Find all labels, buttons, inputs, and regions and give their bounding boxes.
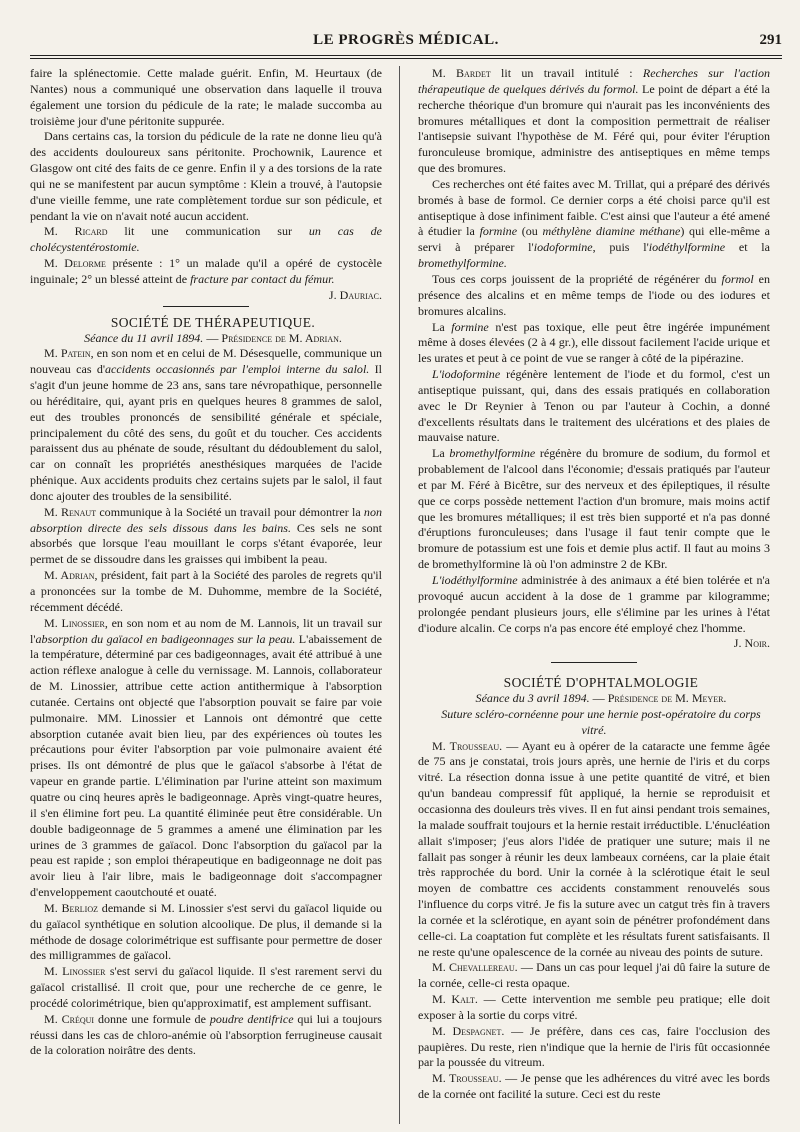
- paragraph: [30, 568, 382, 616]
- paragraph: [30, 616, 382, 901]
- speaker-name: M. Renaut: [44, 504, 97, 519]
- paragraph-text: lit une communication sur: [107, 224, 309, 239]
- speaker-name: M. Linossier: [44, 615, 105, 630]
- paragraph: [418, 739, 770, 961]
- paragraph-text: Ces recherches ont été faites avec M. Trillat, qui a préparé des dérivés bromés à base de formol. Ce dernier corps a été choisi parce qu'il est antiseptique à dose infiniment faible. C'est ainsi que l'auteur a été amené à étudier la: [418, 176, 770, 239]
- paragraph-text: , en son nom et en celui de M. Désesquelle, communique un nouveau cas d': [30, 346, 382, 377]
- paragraph-text: lit un travail intitulé :: [490, 66, 643, 80]
- compound-name: bromethylformine: [449, 446, 536, 461]
- paragraph-text: — Je préfère, dans ces cas, faire l'occlusion des paupières. Du reste, rien n'indique que la hernie de l'iris fût occasionnée par la poussée du vitreum.: [418, 1023, 771, 1070]
- paragraph-text: présente : 1° un malade qu'il a opéré de cystocèle inguinale; 2° un blessé atteint de: [30, 256, 382, 286]
- paragraph: [418, 992, 770, 1024]
- communication-title: non absorption directe des sels dissous dans les bains.: [30, 504, 382, 535]
- communication-title: Recherches sur l'action thérapeutique de quelques dérivés du formol.: [418, 66, 771, 96]
- column-divider: [399, 66, 400, 1124]
- speaker-name: M. Trousseau.: [432, 1071, 502, 1086]
- speaker-name: M. Berlioz: [44, 900, 98, 915]
- section-divider: [163, 306, 249, 307]
- seance-date: Séance du 3 avril 1894.: [475, 691, 590, 706]
- paragraph: [418, 320, 770, 368]
- paragraph-text: , président, fait part à la Société des paroles de regrets qu'il a prononcées sur la tombe de M. Duhomme, membre de la Société, récemment décédé.: [30, 568, 382, 614]
- paragraph: [30, 224, 382, 256]
- seance-line: [418, 691, 770, 707]
- communication-title: fracture par contact du fémur.: [190, 271, 335, 286]
- paragraph: [30, 346, 382, 504]
- speaker-name: M. Créqui: [44, 1011, 95, 1026]
- paragraph-text: régénère lentement de l'iode et du formol, c'est un antiseptique puissant, qui, dans des essais pratiqués en collaboration avec le Dr Reynier à Tenon ou par l'auteur à Cochin, a donné d'excellents résultats dans le traitement des ulcérations et des plaies de mauvaise nature.: [418, 367, 770, 445]
- paragraph-text: — Cette intervention me semble peu pratique; elle doit exposer à la sortie du corps vitré.: [418, 992, 771, 1022]
- paragraph-text: donne une formule de: [94, 1011, 210, 1026]
- seance-date: Séance du 11 avril 1894.: [84, 330, 204, 345]
- compound-name: bromethylformine.: [418, 256, 507, 271]
- communication-title: absorption du gaïacol en badigeonnages sur la peau.: [35, 631, 296, 646]
- subsection-heading: Suture scléro-cornéenne pour une hernie post-opératoire du corps vitré.: [441, 706, 761, 737]
- speaker-name: M. Ricard: [44, 224, 108, 239]
- paragraph: [30, 256, 382, 302]
- paragraph-text: demande si M. Linossier s'est servi du gaïacol liquide ou du gaïacol synthétique en solution alcoolique. De plus, il demande si la méthode de dosage colorimétrique est suffisante pour permettre de doser des milligrammes de gaïacol.: [30, 900, 382, 963]
- speaker-name: M. Chevallereau.: [432, 960, 518, 975]
- paragraph: [418, 573, 770, 651]
- header-rule: [30, 55, 782, 56]
- paragraph-text: administrée à des animaux a été bien tolérée et n'a provoqué aucun accident à la dose de 1 gramme par kilogramme; prolongée pendant plusieurs jours, elle s'élimine par les urines à l'état d'iodure alcalin. Ce corps n'a pas encore été employé chez l'homme.: [418, 573, 770, 635]
- paragraph-text: ) qui elle-même a servi à préparer l': [418, 224, 771, 255]
- paragraph: faire la splénectomie. Cette malade guérit. Enfin, M. Heurtaux (de Nantes) nous a communiqué une observation dans laquelle il trouva également une torsion du pédicule de la rate; le malade succomba au troisième jour d'une péritonite suppurée.: [30, 66, 382, 128]
- paragraph-text: en présence des alcalins et en même temps de l'iode ou des iodures et bromures alcalins.: [418, 271, 770, 318]
- speaker-name: M. Patein: [44, 346, 91, 361]
- speaker-name: M. Despagnet.: [432, 1023, 505, 1038]
- left-column: [30, 66, 382, 1059]
- paragraph-text: (ou: [517, 224, 543, 239]
- presidence: — Présidence de M. Adrian.: [203, 330, 342, 345]
- compound-name: iodoformine: [533, 240, 593, 255]
- paragraph-text: Tous ces corps jouissent de la propriété de régénérer du: [432, 271, 722, 286]
- communication-title: poudre dentifrice: [209, 1011, 294, 1026]
- paragraph-text: n'est pas toxique, elle peut être ingérée impunément même à doses élevées (2 à 4 gr.), elle dissout facilement l'acide urique et les urates et peut à ce point de vue se ranger à côté de la pipérazine.: [418, 319, 770, 366]
- paragraph-text: — Je pense que les adhérences du vitré avec les bords de la cornée ont facilité la suture. Ceci est du reste: [418, 1071, 770, 1102]
- paragraph: [418, 367, 770, 446]
- paragraph-text: La: [432, 319, 452, 334]
- paragraph-text: Ces sels ne sont absorbés que lorsque l'eau mouillant le corps s'étant évaporée, leur permet de se dissoudre dans les graisses qui imbibent la peau.: [30, 520, 382, 567]
- header-rule-secondary: [30, 58, 782, 59]
- paragraph-text: L'abaissement de la température, déterminé par ces badigeonnages, avait été attribué à une action réflexe analogue à celle du vernissage. M. Lannois, collaborateur de M. Linossier, attribue cette action antithermique à l'absorption cutanée. Certains ont objecté que l'absorption pouvait se faire par voie pulmonaire. MM. Linossier et Lannois ont démontré que cette absorption cutanée avait bien lieu, par des expériences où toutes les précautions pour éviter l'absorption par voie pulmonaire avaient été prises. Ils ont démontré de plus que le gaïacol s'absorbe à l'état de vapeur en grande partie. L'élimination par l'urine atteint son maximum quatre ou cinq heures après le badigeonnage. Après vingt-quatre heures, il s'en élimine fort peu. La quantité éliminée peut être considérable. Un double badigeonnage de 5 grammes a amené une élimination par les urines de 3 grammes de gaïacol. Donc l'absorption du gaïacol par la peau est rapide ; son emploi thérapeutique en badigeonnage ne doit pas avoir lieu à l'air libre, mais le badigeonnage doit s'accompagner d'enveloppement caoutchouté et ouaté.: [30, 631, 382, 900]
- paragraph-text: — Ayant eu à opérer de la cataracte une femme âgée de 75 ans je constatai, trois jours après, une hernie de l'iris et du corps vitré. La résection donna issue à une petite quantité de vitré, et bien qu'un bandeau compressif fût appliqué, la hernie se reproduisit et occasionna des douleurs très vives. Il en fut ainsi pendant trois semaines, la malade souffrait toujours et la hernie restait irréductible. L'énucléation allait s'imposer; j'eus alors l'idée de pratiquer une suture; mais il ne fallait pas songer à réunir les deux lambeaux cornéens, car la plaie était très rapprochée du bord. Unir la cornée à la sclérotique était le seul moyen de combattre ces accidents constamment renouvelés sous l'influence du corps vitré. Je fis la suture avec un catgut très fin à travers la cornée et la sclérotique, en ayant soin de pénétrer profondément dans celle-ci. La coaptation fut complète et les résultats furent satisfaisants. Il ne reste qu'une opalescence de la cornée au niveau des points de suture.: [418, 738, 770, 959]
- page-number: 291: [759, 32, 782, 48]
- paragraph: [418, 272, 770, 320]
- running-header: [30, 30, 782, 52]
- paragraph: [30, 1012, 382, 1060]
- speaker-name: M. Adrian: [44, 568, 95, 583]
- paragraph: [418, 66, 770, 177]
- compound-name: méthylène diamine méthane: [542, 224, 681, 239]
- paragraph: [418, 1024, 770, 1072]
- paragraph: [30, 505, 382, 568]
- paragraph: [30, 964, 382, 1012]
- paragraph-text: et la: [725, 240, 770, 255]
- section-divider: [551, 662, 637, 663]
- paragraph-text: — Dans un cas pour lequel j'ai dû faire la suture de la cornée, celle-ci resta opaque.: [418, 960, 770, 991]
- compound-name: formine: [479, 224, 518, 239]
- speaker-name: M. Linossier: [44, 964, 106, 979]
- section-title: SOCIÉTÉ DE THÉRAPEUTIQUE.: [110, 314, 316, 330]
- compound-name: L'iodoformine: [432, 367, 501, 382]
- presidence: — Présidence de M. Meyer.: [589, 691, 727, 706]
- paragraph: [418, 1071, 770, 1103]
- speaker-name: M. Kalt.: [432, 992, 478, 1007]
- journal-title: LE PROGRÈS MÉDICAL.: [313, 32, 499, 48]
- compound-name: formine: [451, 319, 489, 334]
- paragraph: [418, 446, 770, 573]
- speaker-name: M. Trousseau.: [432, 738, 503, 753]
- signature: J. Dauriac.: [328, 287, 382, 302]
- paragraph-text: Le point de départ a été la recherche théorique d'un bromure qui n'aurait pas les inconvénients des bromures métalliques et dont la composition permettrait de réaliser l'antisepsie suivant l'hypothèse de M. Féré qui, pour éviter l'éruption furonculeuse bromique, administre des antiseptiques en même temps que des bromures.: [418, 81, 771, 176]
- paragraph-text: s'est servi du gaïacol liquide. Il s'est rarement servi du gaïacol cristallisé. Il croit que, pour une recherche de ce genre, le procédé colorimétrique, bien qu'approximatif, est amplement suffisant.: [30, 964, 382, 1010]
- right-column: [418, 66, 770, 1103]
- paragraph-text: qui lui a toujours réussi dans les cas de chloro-anémie où l'absorption ferrugineuse causait de la coloration noirâtre des dents.: [30, 1011, 383, 1058]
- compound-name: iodéthylformine: [648, 240, 726, 255]
- paragraph: [30, 901, 382, 964]
- communication-title: un cas de cholécystentérostomie.: [30, 224, 382, 255]
- paragraph-text: régénère du bromure de sodium, du formol et probablement de l'alcool dans l'économie; d'essais pratiqués par l'auteur et par M. Féré à Bicêtre, sur des nerveux et des épileptiques, il résulte que ce corps possède nettement l'action d'un bromure, mais moins actif que les bromures métalliques; il est très bien supporté et n'a pas donné d'éruptions furonculeuses; dans l'usage il faut tenir compte que le bromure de potassium est une fois et demie plus actif. Il faut au moins 3 de bromethylformine là où l'on adminstre 2 de KBr.: [418, 446, 771, 572]
- signature: J. Noir.: [733, 636, 770, 651]
- seance-line: [30, 331, 382, 347]
- paragraph: [418, 960, 770, 992]
- speaker-name: M. Delorme: [44, 256, 106, 271]
- compound-name: formol: [721, 271, 754, 286]
- compound-name: L'iodéthylformine: [432, 573, 518, 587]
- paragraph-text: , en son nom et au nom de M. Lannois, lit un travail sur l': [30, 615, 382, 646]
- paragraph-text: Il s'agit d'un jeune homme de 23 ans, sans tare névropathique, personnelle ou héréditaire, qui, ayant pris en quelques heures 8 grammes de salol, eut des troubles prononcés de sensibilité générale et spéciale, principalement du côté des sens, du goût et du toucher. Ces accidents paraissent dus au phénate de soude, résultant du dédoublement du salol, car on connaît les propriétés anesthésiques marquées de l'acide phénique. Aux accidents produits chez certains sujets par le salol, il faut donc ajouter des troubles de la sensibilité.: [30, 362, 382, 503]
- paragraph-text: , puis l': [592, 240, 649, 255]
- section-title: SOCIÉTÉ D'OPHTALMOLOGIE: [503, 675, 699, 691]
- paragraph-text: communique à la Société un travail pour démontrer la: [96, 504, 364, 519]
- paragraph-text: La: [432, 446, 450, 461]
- paragraph: [418, 177, 770, 272]
- communication-title: accidents occasionnés par l'emploi interne du salol.: [105, 362, 370, 377]
- paragraph: Dans certains cas, la torsion du pédicule de la rate ne donne lieu qu'à des accidents douloureux sans péritonite. Prochownik, Laurence et Glasgow ont cité des faits de ce genre. Enfin il y a des torsions de la rate qui ne se manifestent par aucun symptôme : Klein a trouvé, à l'autopsie d'une vieille femme, une rate complètement tordue sur son pédicule, et pendant la vie on n'avait noté aucun accident.: [30, 129, 382, 223]
- speaker-name: M. Bardet: [432, 66, 491, 80]
